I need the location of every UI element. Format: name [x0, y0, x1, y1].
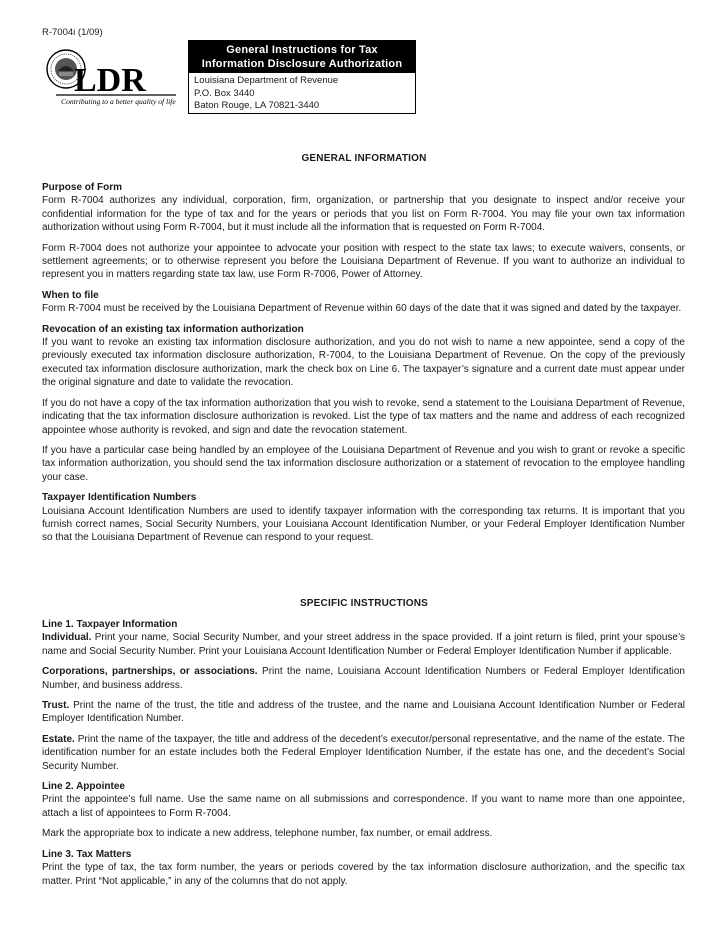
trust-paragraph	[42, 699, 685, 726]
estate-text: Print the name of the taxpayer, the title and address of the decedent’s executor/personal representative, and the name of the estate. The identification number for an estate includes both the Federal Employer Identification Number, if the estate has one, and the decedent’s Social Security Number.	[42, 733, 685, 772]
general-information-heading: GENERAL INFORMATION	[301, 153, 427, 164]
revocation-paragraph-3: If you have a particular case being handled by an employee of the Louisiana Department of Revenue and you wish to grant or revoke a specific tax information authorization, you should send the tax information disclosure authorization or a statement of revocation to the employee handling your case.	[42, 444, 685, 483]
ldr-logo-tagline: Contributing to a better quality of life	[61, 97, 176, 106]
corporations-lead: Corporations, partnerships, or associations.	[42, 666, 258, 678]
purpose-block	[42, 181, 685, 235]
tin-heading: Taxpayer Identification Numbers	[42, 492, 197, 504]
line3-heading: Line 3. Tax Matters	[42, 848, 132, 860]
when-text: Form R-7004 must be received by the Louisiana Department of Revenue within 60 days of the date that it was signed and dated by the taxpayer.	[42, 303, 682, 315]
purpose-text: Form R-7004 authorizes any individual, corporation, firm, organization, or partnership that you designate to inspect and/or receive your confidential information for the type of tax and for the years or periods that you list on Form R-7004. You may file your own tax information authorization without using Form R-7004, but it must include all the information that is requested on Form R-7004.	[42, 195, 685, 234]
trust-lead: Trust.	[42, 700, 70, 712]
specific-instructions-heading: SPECIFIC INSTRUCTIONS	[299, 598, 429, 609]
revocation-block	[42, 323, 685, 390]
tin-block	[42, 491, 685, 545]
when-heading: When to file	[42, 289, 99, 301]
line2-paragraph-2: Mark the appropriate box to indicate a new address, telephone number, fax number, or email address.	[42, 828, 493, 840]
line2-text: Print the appointee’s full name. Use the same name on all submissions and correspondence. If you want to name more than one appointee, attach a list of appointees to Form R-7004.	[42, 794, 685, 819]
corporations-paragraph	[42, 665, 685, 692]
corporations-text: Print the name, Louisiana Account Identification Numbers or Federal Employer Identification Number, and business address.	[42, 666, 685, 691]
line1-block	[42, 618, 685, 658]
line2-block	[42, 780, 685, 820]
line3-text: Print the type of tax, the tax form number, the years or periods covered by the tax information disclosure authorization, and the specific tax matter. Print “Not applicable,” in any of the columns that do not apply.	[42, 862, 685, 887]
estate-paragraph	[42, 733, 685, 773]
purpose-paragraph-2: Form R-7004 does not authorize your appointee to advocate your position with respect to the state tax laws; to execute waivers, consents, or settlement agreements; or to otherwise represent you before the Louisiana Department of Revenue. If you want to authorize an individual to represent you in matters regarding state tax law, use Form R-7006, Power of Attorney.	[42, 242, 685, 281]
header-title-bar	[189, 41, 415, 73]
trust-text: Print the name of the trust, the title and address of the trustee, and the name and Louisiana Account Identification Number or Federal Employer Identification Number.	[42, 700, 685, 725]
line3-block	[42, 848, 685, 888]
header-address	[189, 73, 415, 115]
revocation-text-1: If you want to revoke an existing tax information disclosure authorization, and you do not wish to name a new appointee, send a copy of the previously executed tax information disclosure authorization, R-7004, to the Louisiana Department of Revenue. On the copy of the previously executed tax information disclosure authorization, mark the check box on Line 6. The taxpayer’s signature and a current date must appear under the original signature and date to validate the revocation.	[42, 337, 685, 389]
when-block	[42, 289, 685, 316]
revocation-paragraph-2: If you do not have a copy of the tax information authorization that you wish to revoke, send a statement to the Louisiana Department of Revenue, indicating that the tax information disclosure authorization is revoked. List the type of tax matters and the name and address of each recognized appointee whose authority is revoked, and sign and date the revocation statement.	[42, 397, 685, 436]
specific-instructions-section	[42, 618, 685, 895]
ldr-logo-letters: LDR	[74, 62, 146, 99]
general-information-section	[42, 181, 685, 552]
header-box	[188, 40, 416, 114]
individual-text: Print your name, Social Security Number, and your street address in the space provided. If a joint return is filed, print your spouse’s name and Social Security Number. Print your Louisiana Account Identification Number or Federal Employer Identification Number if applicable.	[42, 632, 685, 657]
ldr-logo	[44, 47, 180, 109]
purpose-heading: Purpose of Form	[42, 182, 123, 193]
address-line1: Louisiana Department of Revenue	[194, 75, 339, 86]
header-title-line2: Information Disclosure Authorization	[201, 58, 403, 70]
address-line3: Baton Rouge, LA 70821-3440	[194, 100, 320, 111]
revocation-heading: Revocation of an existing tax information authorization	[42, 323, 304, 335]
form-number: R-7004i (1/09)	[42, 27, 103, 38]
line2-heading: Line 2. Appointee	[42, 781, 125, 793]
header-title-line1: General Instructions for Tax	[226, 44, 378, 56]
line1-heading: Line 1. Taxpayer Information	[42, 619, 178, 630]
estate-lead: Estate.	[42, 733, 75, 745]
individual-lead: Individual.	[42, 632, 92, 644]
tin-text: Louisiana Account Identification Numbers are used to identify taxpayer information with the corresponding tax returns. It is important that you furnish correct names, Social Security Numbers, your Louisiana Account Identification Number, or your Federal Employer Identification Number so that the Louisiana Department of Revenue can respond to your request.	[42, 505, 685, 544]
address-line2: P.O. Box 3440	[194, 87, 255, 99]
